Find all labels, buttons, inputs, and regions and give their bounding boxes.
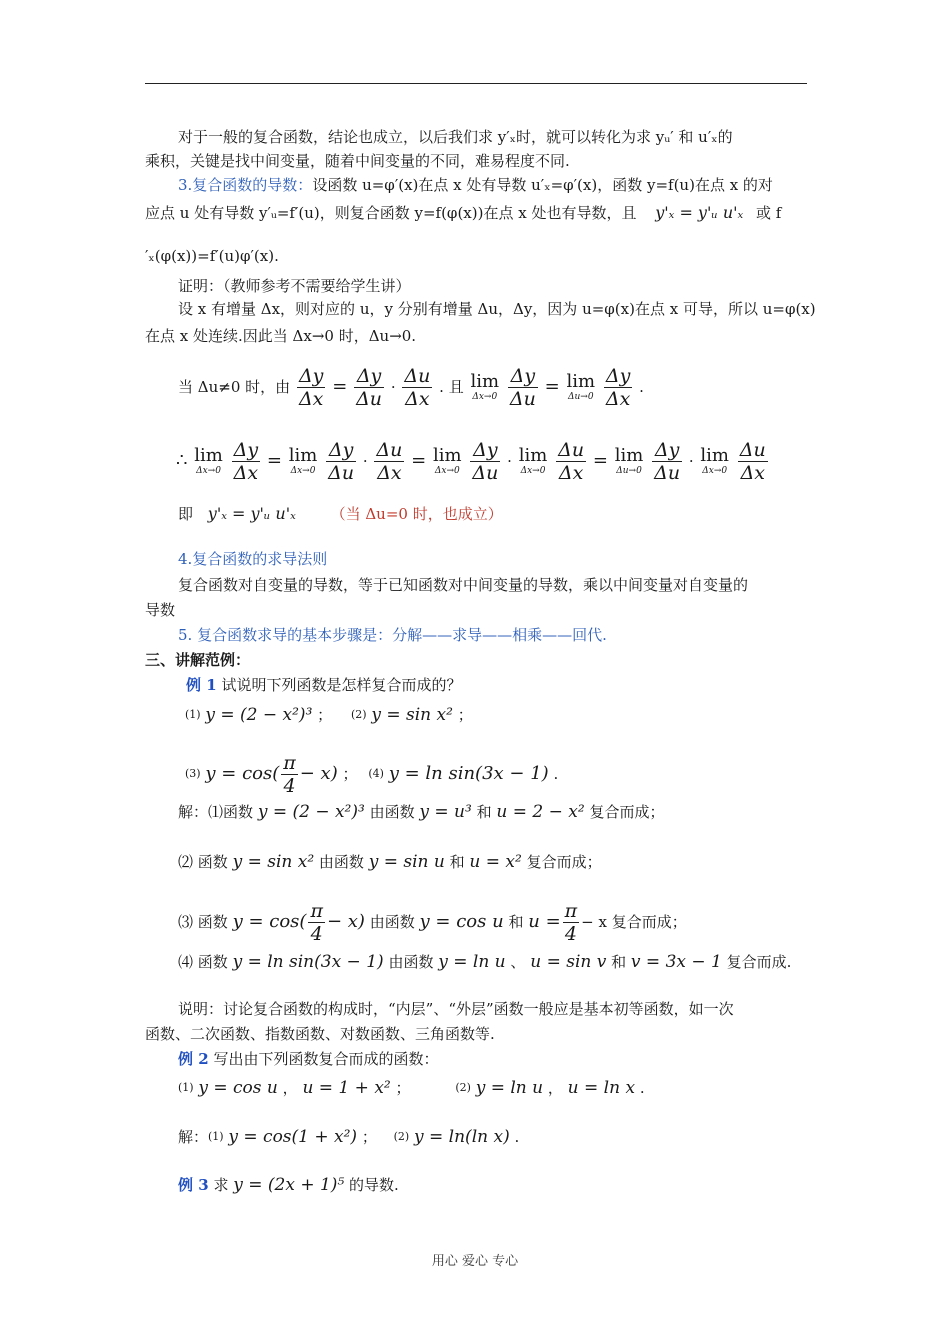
- example-1-label: 例 1: [186, 676, 217, 694]
- section-3-line-1: [178, 175, 773, 195]
- ratio-intro: 当 Δu≠0 时，由: [178, 378, 291, 396]
- section-3-text-2: 应点 u 处有导数 y′ᵤ=f′(u)，则复合函数 y=f(φ(x))在点 x 处也有导数，且: [145, 204, 637, 222]
- therefore-line: ∴ lim Δx→0 $\frac{\Delta y}{\Delta x}$ = lim Δx→0 $\frac{\Delta y}{\Delta u}$ · $\frac{\Delta u}{\Delta x}$ = lim Δx→0 $\frac{\Delta y}{\Delta u}$ · lim Δx→0 $\frac{\Delta u}{\Delta x}$ = lim Δu→0 $\frac{\Delta y}{\Delta u}$ · lim Δx→0 $\frac{\Delta u}{\Delta x}$: [176, 438, 766, 484]
- conclusion-label: 即: [178, 505, 194, 523]
- limit-e: lim Δu→0: [614, 445, 644, 476]
- fraction-b: $\frac{\Delta y}{\Delta u}$: [328, 438, 355, 484]
- example-1-items-b: (3) y = cos( $\frac{\pi}{4}$ − x) ； (4) y = ln sin(3x − 1) .: [185, 751, 559, 797]
- example-3-label: 例 3: [178, 1176, 209, 1194]
- conclusion-formula: y'ₓ = y'ᵤ u'ₓ: [207, 504, 296, 523]
- limit-b: lim Δx→0: [288, 445, 318, 476]
- section-heading-examples: 三、讲解范例：: [145, 651, 251, 669]
- example-2-label: 例 2: [178, 1050, 209, 1068]
- solution-1-function: y = (2 − x²)³: [257, 802, 365, 822]
- solution-1: 解：⑴函数 y = (2 − x²)³ 由函数 y = u³ 和 u = 2 − x² 复合而成；: [178, 802, 665, 822]
- example-2-items: $^{(1)}$ y = cos u ， u = 1 + x² ； $^{(2)}$ y = ln u ， u = ln x .: [178, 1078, 645, 1098]
- example-2-text: 写出由下列函数复合而成的函数：: [213, 1050, 439, 1068]
- header-rule: [145, 83, 807, 84]
- fraction-dy-du: $\frac{\Delta y}{\Delta u}$: [356, 364, 383, 410]
- limit-du-to-0: lim Δu→0: [566, 371, 596, 402]
- fraction-f: $\frac{\Delta y}{\Delta u}$: [654, 438, 681, 484]
- section-3-line-3: ′ₓ(φ(x))=f′(u)φ′(x).: [145, 247, 279, 265]
- section-5: 5. 复合函数求导的基本步骤是：分解——求导——相乘——回代.: [178, 626, 607, 644]
- example-1-line: [186, 675, 461, 695]
- limit-d: lim Δx→0: [518, 445, 548, 476]
- note-line-2: 函数、二次函数、指数函数、对数函数、三角函数等.: [145, 1025, 495, 1043]
- fraction-du-dx: $\frac{\Delta u}{\Delta x}$: [404, 364, 431, 410]
- section-3-formula: y'ₓ = y'ᵤ u'ₓ: [655, 203, 744, 222]
- example-1-items-a: $^{(1)}$ y = (2 − x²)³ ； $^{(2)}$ y = sin x² ；: [185, 705, 473, 725]
- solution-label: 解：: [178, 803, 209, 821]
- limit-a: lim Δx→0: [194, 445, 223, 476]
- paragraph-1-line-2: 乘积，关键是找中间变量，随着中间变量的不同，难易程度不同.: [145, 152, 570, 170]
- fraction-e: $\frac{\Delta u}{\Delta x}$: [558, 438, 585, 484]
- page-footer: 用心 爱心 专心: [431, 1254, 519, 1269]
- fraction-pi-over-4: $\frac{\pi}{4}$: [283, 751, 296, 797]
- solution-3: ⑶ 函数 y = cos( $\frac{\pi}{4}$ − x) 由函数 y = cos u 和 u = $\frac{\pi}{4}$ − x 复合而成；: [178, 899, 687, 945]
- note-line-1: 说明：讨论复合函数的构成时，“内层”、“外层”函数一般应是基本初等函数，如一次: [178, 1000, 734, 1018]
- paragraph-1-line-1: 对于一般的复合函数，结论也成立，以后我们求 y′ₓ时，就可以转化为求 yᵤ′ 和 u′ₓ的: [178, 128, 733, 146]
- conclusion-line: [178, 504, 503, 524]
- example-1-item-4: y = ln sin(3x − 1): [388, 763, 549, 784]
- section-4-title: 4.复合函数的求导法则: [178, 550, 328, 568]
- conclusion-note: （当 Δu=0 时，也成立）: [330, 505, 503, 523]
- example-1-item-2: y = sin x²: [371, 705, 453, 725]
- example-2-line: [178, 1049, 438, 1069]
- example-1-item-3-start: y = cos(: [205, 763, 280, 784]
- ratio-and: 且: [448, 378, 464, 396]
- fraction-dy-du-2: $\frac{\Delta y}{\Delta u}$: [509, 364, 536, 410]
- example-2-solution: 解：$^{(1)}$ y = cos(1 + x²) ； $^{(2)}$ y = ln(ln x) .: [178, 1127, 520, 1147]
- solution-2: ⑵ 函数 y = sin x² 由函数 y = sin u 和 u = x² 复合而成；: [178, 852, 602, 872]
- fraction-dy-dx-2: $\frac{\Delta y}{\Delta x}$: [605, 364, 631, 410]
- limit-f: lim Δx→0: [700, 445, 730, 476]
- section-3-text-1: 设函数 u=φ′(x)在点 x 处有导数 u′ₓ=φ′(x)，函数 y=f(u)在点 x 的对: [312, 176, 773, 194]
- example-3-formula: y = (2x + 1)⁵: [233, 1175, 345, 1195]
- section-4-line-1: 复合函数对自变量的导数，等于已知函数对中间变量的导数，乘以中间变量对自变量的: [178, 576, 749, 594]
- solution-4: ⑷ 函数 y = ln sin(3x − 1) 由函数 y = ln u 、 u = sin v 和 v = 3x − 1 复合而成.: [178, 952, 792, 972]
- proof-line-1: 设 x 有增量 Δx，则对应的 u，y 分别有增量 Δu，Δy，因为 u=φ(x)在点 x 可导，所以 u=φ(x): [178, 300, 816, 318]
- fraction-d: $\frac{\Delta y}{\Delta u}$: [472, 438, 499, 484]
- fraction-dy-dx: $\frac{\Delta y}{\Delta x}$: [298, 364, 324, 410]
- fraction-c: $\frac{\Delta u}{\Delta x}$: [376, 438, 403, 484]
- limit-dx-to-0: lim Δx→0: [470, 371, 500, 402]
- section-3-title: 3.复合函数的导数：: [178, 176, 313, 194]
- ratio-line: 当 Δu≠0 时，由 $\frac{\Delta y}{\Delta x}$ = $\frac{\Delta y}{\Delta u}$ · $\frac{\Delta u}{\Delta x}$ . 且 lim Δx→0 $\frac{\Delta y}{\Delta u}$ = lim Δu→0 $\frac{\Delta y}{\Delta x}$ .: [178, 364, 644, 410]
- fraction-g: $\frac{\Delta u}{\Delta x}$: [739, 438, 766, 484]
- example-1-item-3-end: − x): [299, 763, 338, 784]
- example-3-line: 例 3 求 y = (2x + 1)⁵ 的导数.: [178, 1175, 399, 1195]
- section-3-line-2: [145, 203, 781, 223]
- proof-title: 证明：（教师参考不需要给学生讲）: [178, 277, 411, 295]
- example-1-text: 试说明下列函数是怎样复合而成的？: [221, 676, 462, 694]
- section-3-or: 或 f: [756, 204, 782, 222]
- limit-c: lim Δx→0: [433, 445, 462, 476]
- fraction-a: $\frac{\Delta y}{\Delta x}$: [233, 438, 259, 484]
- therefore-symbol: ∴: [176, 450, 188, 471]
- section-4-line-2: 导数: [145, 601, 176, 619]
- proof-line-2: 在点 x 处连续.因此当 Δx→0 时，Δu→0.: [145, 327, 417, 345]
- example-1-item-1: y = (2 − x²)³: [205, 705, 313, 725]
